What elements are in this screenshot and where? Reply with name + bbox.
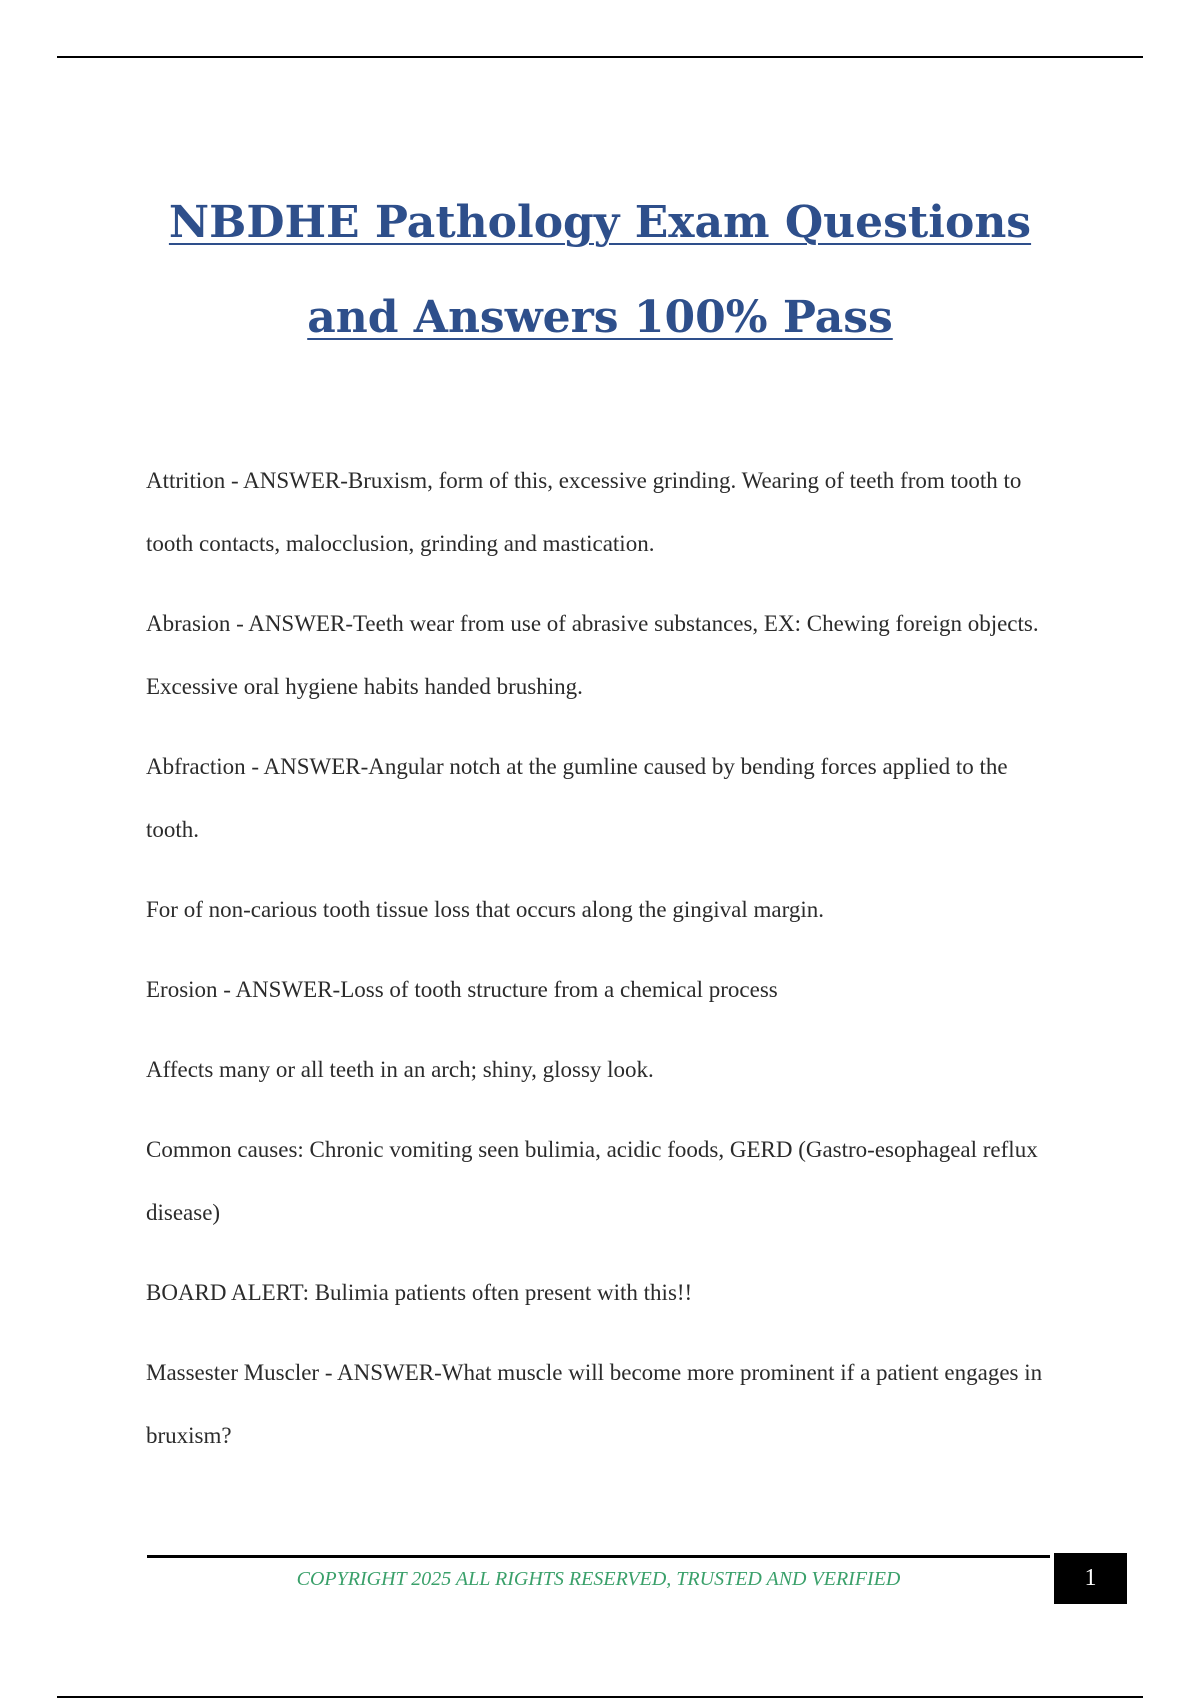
paragraph-masseter: Massester Muscler - ANSWER-What muscle will become more prominent if a patient engages in bruxism? (146, 1360, 1043, 1448)
footer-copyright: COPYRIGHT 2025 ALL RIGHTS RESERVED, TRUSTED AND VERIFIED (296, 1568, 901, 1590)
top-rule (57, 56, 1143, 58)
paragraph-abrasion: Abrasion - ANSWER-Teeth wear from use of abrasive substances, EX: Chewing foreign objects. Excessive oral hygiene habits handed brushing. (146, 611, 1039, 699)
title-line-1: NBDHE Pathology Exam Questions (168, 197, 1032, 248)
title-line-2: and Answers 100% Pass (307, 292, 893, 343)
paragraph-board-alert: BOARD ALERT: Bulimia patients often present with this!! (146, 1280, 693, 1305)
paragraph-erosion-appearance: Affects many or all teeth in an arch; shiny, glossy look. (146, 1057, 654, 1082)
paragraph-abfraction-note: For of non-carious tooth tissue loss that occurs along the gingival margin. (146, 897, 824, 922)
paragraph-erosion-causes: Common causes: Chronic vomiting seen bulimia, acidic foods, GERD (Gastro-esophageal reflux disease) (146, 1137, 1038, 1225)
paragraph-erosion: Erosion - ANSWER-Loss of tooth structure from a chemical process (146, 977, 778, 1002)
document-body (146, 449, 1046, 1484)
bottom-rule (57, 1696, 1143, 1698)
document-title (100, 175, 1100, 365)
page-number: 1 (1054, 1553, 1127, 1604)
paragraph-attrition: Attrition - ANSWER-Bruxism, form of this, excessive grinding. Wearing of teeth from tooth to tooth contacts, malocclusion, grinding and mastication. (146, 468, 1022, 556)
footer-rule (147, 1555, 1050, 1558)
paragraph-abfraction: Abfraction - ANSWER-Angular notch at the gumline caused by bending forces applied to the tooth. (146, 754, 1008, 842)
